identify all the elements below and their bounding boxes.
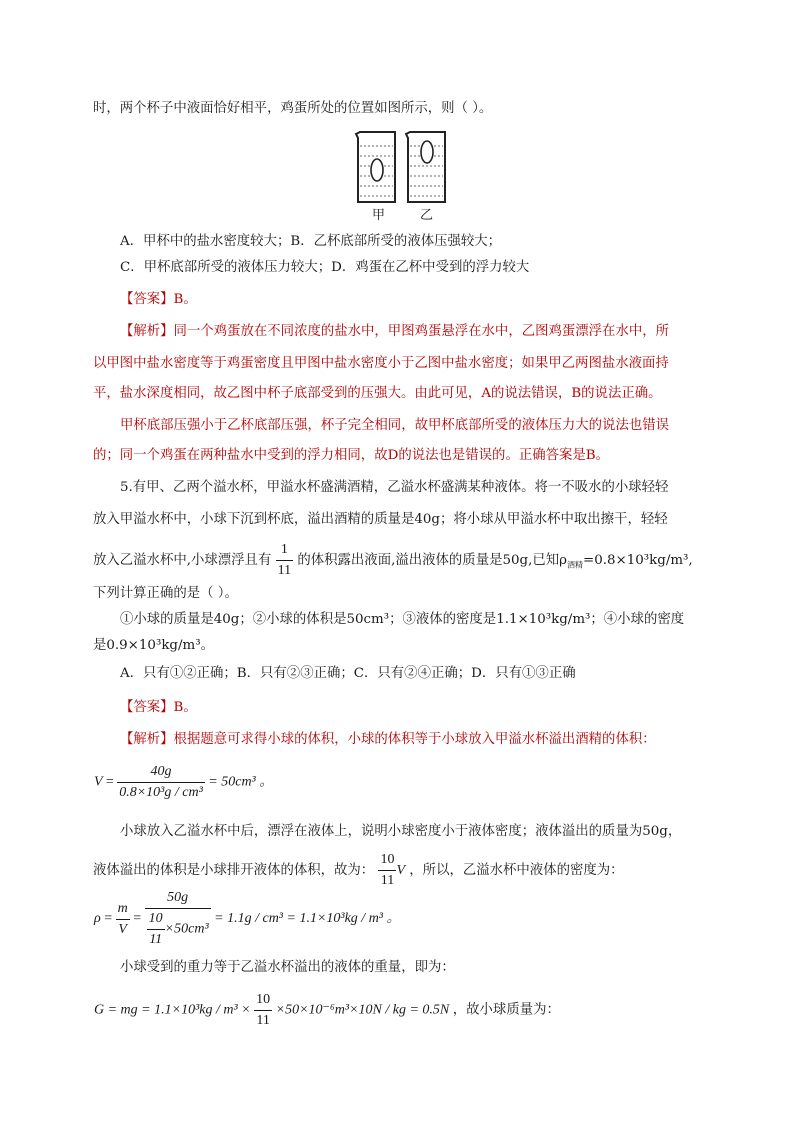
- answer-label: 【答案】B。: [120, 700, 197, 715]
- label-yi: 乙: [420, 208, 434, 223]
- volume-formula: V = $\frac{40g}{\text{0.8×10³g / cm³}}$ = 50cm³ 。: [94, 762, 273, 803]
- option-line: A．甲杯中的盐水密度较大；B．乙杯底部所受的液体压强较大；: [120, 234, 502, 249]
- explanation-line: 平，盐水深度相同，故乙图中杯子底部受到的压强大。由此可见，A的说法错误，B的说法正确。: [93, 386, 662, 401]
- statement-line: ①小球的质量是40g；②小球的体积是50cm³；③液体的密度是1.1×10³kg/m³；④小球的密度: [120, 612, 685, 627]
- question-line: 下列计算正确的是（ ）。: [93, 586, 238, 601]
- explanation-line: 小球受到的重力等于乙溢水杯溢出的液体的重量，即为：: [120, 960, 455, 975]
- explanation-line: 甲杯底部压强小于乙杯底部压强，杯子完全相同，故甲杯底部所受的液体压力大的说法也错误: [120, 418, 670, 433]
- explanation-line: 小球放入乙溢水杯中后，漂浮在液体上，说明小球密度小于液体密度；液体溢出的质量为50g，: [120, 824, 682, 839]
- beaker-figure: [354, 130, 450, 222]
- explanation-line-fraction: 液体溢出的体积是小球排开液体的体积，故为： $\frac{10}{11}$ V ，所以，乙溢水杯中液体的密度为：: [93, 850, 624, 891]
- option-line: C．甲杯底部所受的液体压力较大；D．鸡蛋在乙杯中受到的浮力较大: [120, 260, 530, 275]
- question-line: 5.有甲、乙两个溢水杯，甲溢水杯盛满酒精，乙溢水杯盛满某种液体。将一不吸水的小球轻轻: [120, 480, 669, 495]
- answer-label: 【答案】B。: [120, 292, 197, 307]
- text-line: 时，两个杯子中液面恰好相平，鸡蛋所处的位置如图所示，则（ ）。: [93, 101, 493, 116]
- statement-line: 是0.9×10³kg/m³。: [93, 638, 214, 653]
- question-line: 放入甲溢水杯中，小球下沉到杯底，溢出酒精的质量是40g；将小球从甲溢水杯中取出擦干，轻轻: [93, 512, 668, 527]
- question-line-fraction: 放入乙溢水杯中,小球漂浮且有 $\frac{1}{11}$ 的体积露出液面,溢出液体的质量是50g,已知$\rho_{酒精}=0.8\times 10^3kg/m^3$,: [93, 540, 693, 581]
- fraction-one-eleventh: $\frac{1}{11}$: [276, 540, 293, 581]
- gravity-formula: G = mg = 1.1×10³kg / m³ × $\frac{10}{11}$ ×50×10⁻⁶m³×10N / kg = 0.5N ，故小球质量为：: [94, 990, 560, 1031]
- label-jia: 甲: [372, 208, 386, 223]
- explanation-line: 【解析】同一个鸡蛋放在不同浓度的盐水中，甲图鸡蛋悬浮在水中，乙图鸡蛋漂浮在水中，所: [120, 324, 670, 339]
- explanation-line: 的；同一个鸡蛋在两种盐水中受到的浮力相同，故D的说法也是错误的。正确答案是B。: [93, 448, 610, 463]
- beakers-illustration: [354, 130, 450, 222]
- explanation-line: 以甲图中盐水密度等于鸡蛋密度且甲图中盐水密度小于乙图中盐水密度；如果甲乙两图盐水液面持: [93, 356, 669, 371]
- options-line: A．只有①②正确；B．只有②③正确；C．只有②④正确；D．只有①③正确: [120, 666, 576, 681]
- density-formula: ρ = $\frac{m}{V}$ = 50g $\frac{10}{11}$ ×50cm³ = 1.1g / cm³ = 1.1×10³kg / m³ 。: [94, 888, 401, 950]
- explanation-line: 【解析】根据题意可求得小球的体积，小球的体积等于小球放入甲溢水杯溢出酒精的体积：: [120, 732, 656, 747]
